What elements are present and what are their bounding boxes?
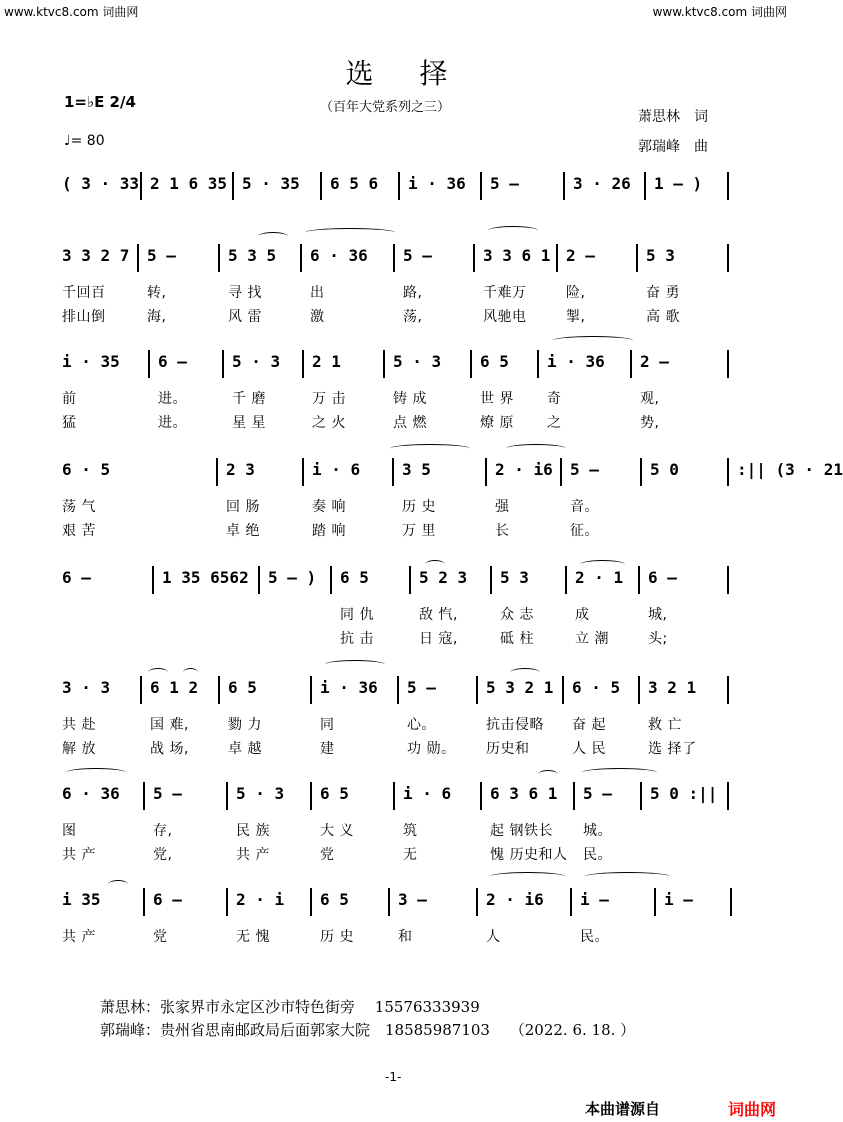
- lyric-segment: 建: [320, 741, 335, 757]
- watermark-right: www.ktvc8.com 词曲网: [652, 5, 787, 19]
- lyrics-verse-2: [0, 306, 793, 326]
- measure-notes: 5 —: [570, 460, 599, 479]
- barline: [393, 244, 395, 272]
- barline: [480, 782, 482, 810]
- lyric-segment: 成: [575, 607, 590, 623]
- measure-notes: 6 · 5: [572, 678, 621, 697]
- measure-notes: 6 5 6: [330, 174, 379, 193]
- measure-notes: 5 3 5: [228, 246, 277, 265]
- lyrics-verse-1: [0, 496, 793, 516]
- measure-notes: 6 · 36: [62, 784, 120, 803]
- lyric-segment: 万 里: [402, 523, 436, 539]
- measure-notes: 5 —: [153, 784, 182, 803]
- lyric-segment: 艰 苦: [62, 523, 96, 539]
- lyric-segment: 观,: [640, 391, 660, 407]
- lyric-segment: 踏 响: [312, 523, 346, 539]
- lyric-segment: 出: [310, 285, 325, 301]
- lyric-segment: 前: [62, 391, 77, 407]
- lyric-segment: 千回百: [62, 285, 106, 301]
- lyric-segment: 无 愧: [236, 929, 270, 945]
- lyric-segment: 燎 原: [480, 415, 514, 431]
- barline: [485, 458, 487, 486]
- footer-site-name: 词曲网: [728, 1100, 777, 1119]
- lyric-segment: 城。: [583, 823, 612, 839]
- barline: [727, 172, 729, 200]
- measure-notes: 6 5: [340, 568, 369, 587]
- slur-mark: [585, 872, 670, 881]
- lyric-segment: 奋 起: [572, 717, 606, 733]
- measure-notes: 5 · 35: [242, 174, 300, 193]
- slur-mark: [538, 770, 558, 779]
- barline: [388, 888, 390, 916]
- lyric-segment: 起 钢铁长: [490, 823, 553, 839]
- barline: [730, 888, 732, 916]
- measure-notes: 6 · 36: [310, 246, 368, 265]
- lyric-segment: 之: [547, 415, 562, 431]
- barline: [476, 676, 478, 704]
- lyric-segment: 世 界: [480, 391, 514, 407]
- slur-mark: [390, 444, 470, 453]
- lyric-segment: 救 亡: [648, 717, 682, 733]
- lyric-segment: 卓 越: [228, 741, 262, 757]
- barline: [222, 350, 224, 378]
- lyrics-verse-1: [0, 714, 793, 734]
- lyric-segment: 心。: [407, 717, 436, 733]
- lyric-segment: 共 产: [236, 847, 270, 863]
- contact-composer: 郭瑞峰：贵州省思南邮政局后面郭家大院 18585987103 （2022. 6. 18. ）: [100, 1021, 636, 1039]
- lyric-segment: 强: [495, 499, 510, 515]
- notation-line: [0, 782, 793, 808]
- notation-line: [0, 888, 793, 914]
- lyric-segment: 愧 历史和人: [490, 847, 568, 863]
- lyric-segment: 奋 勇: [646, 285, 680, 301]
- measure-notes: 5 —: [490, 174, 519, 193]
- barline: [727, 676, 729, 704]
- barline: [148, 350, 150, 378]
- barline: [573, 782, 575, 810]
- measure-notes: 2 —: [566, 246, 595, 265]
- measure-notes: 5 —: [583, 784, 612, 803]
- slur-mark: [580, 560, 625, 569]
- lyric-segment: 敌 忾,: [419, 607, 458, 623]
- barline: [218, 676, 220, 704]
- lyric-segment: 众 志: [500, 607, 534, 623]
- measure-notes: 6 —: [648, 568, 677, 587]
- barline: [480, 172, 482, 200]
- barline: [644, 172, 646, 200]
- lyric-segment: 抗 击: [340, 631, 374, 647]
- slur-mark: [490, 872, 565, 881]
- barline: [476, 888, 478, 916]
- lyric-segment: 党: [153, 929, 168, 945]
- measure-notes: 2 · i6: [486, 890, 544, 909]
- measure-notes: 5 3 2 1: [486, 678, 554, 697]
- measure-notes: 6 5: [480, 352, 509, 371]
- barline: [383, 350, 385, 378]
- lyric-segment: 险,: [566, 285, 586, 301]
- lyric-segment: 共 产: [62, 847, 96, 863]
- measure-notes: 6 5: [320, 890, 349, 909]
- barline: [218, 244, 220, 272]
- barline: [310, 888, 312, 916]
- lyric-segment: 音。: [570, 499, 599, 515]
- lyric-segment: 千难万: [483, 285, 527, 301]
- measure-notes: 2 1: [312, 352, 341, 371]
- measure-notes: 5 —: [407, 678, 436, 697]
- lyric-segment: 日 寇,: [419, 631, 458, 647]
- lyric-segment: 卓 绝: [226, 523, 260, 539]
- contact-lyricist: 萧思林：张家界市永定区沙市特色街旁 15576333939: [100, 998, 480, 1016]
- song-title: 选择: [345, 57, 494, 90]
- slur-mark: [66, 768, 126, 777]
- barline: [310, 782, 312, 810]
- barline: [137, 244, 139, 272]
- lyric-segment: 寻 找: [228, 285, 262, 301]
- barline: [556, 244, 558, 272]
- lyrics-verse-1: [0, 926, 793, 946]
- barline: [258, 566, 260, 594]
- lyric-segment: 存,: [153, 823, 173, 839]
- barline: [636, 244, 638, 272]
- measure-notes: ( 3 · 33: [62, 174, 140, 193]
- lyric-segment: 风 雷: [228, 309, 262, 325]
- measure-notes: 3 2 1: [648, 678, 697, 697]
- barline: [152, 566, 154, 594]
- notation-line: [0, 566, 793, 592]
- measure-notes: 5 · 3: [236, 784, 285, 803]
- lyric-segment: 激: [310, 309, 325, 325]
- lyrics-verse-1: [0, 388, 793, 408]
- measure-notes: 5 0: [650, 460, 679, 479]
- lyric-segment: 势,: [640, 415, 660, 431]
- slur-mark: [506, 444, 566, 453]
- measure-notes: 6 —: [62, 568, 91, 587]
- lyric-segment: 头;: [648, 631, 668, 647]
- measure-notes: i · 6: [312, 460, 361, 479]
- slur-mark: [183, 668, 198, 677]
- song-subtitle: （百年大党系列之三）: [320, 100, 451, 115]
- lyric-segment: 民 族: [236, 823, 270, 839]
- lyric-segment: 转,: [147, 285, 167, 301]
- lyric-segment: 奏 响: [312, 499, 346, 515]
- barline: [143, 782, 145, 810]
- lyric-segment: 荡 气: [62, 499, 96, 515]
- barline: [392, 458, 394, 486]
- measure-notes: 3 —: [398, 890, 427, 909]
- lyric-segment: 共 赴: [62, 717, 96, 733]
- lyric-segment: 国 难,: [150, 717, 189, 733]
- measure-notes: 2 —: [640, 352, 669, 371]
- lyric-segment: 选 择了: [648, 741, 697, 757]
- barline: [226, 782, 228, 810]
- lyric-segment: 猛: [62, 415, 77, 431]
- slur-mark: [582, 768, 657, 777]
- lyric-segment: 回 肠: [226, 499, 260, 515]
- measure-notes: 1 35 6562: [162, 568, 249, 587]
- measure-notes: i · 36: [320, 678, 378, 697]
- measure-notes: 6 3 6 1: [490, 784, 558, 803]
- measure-notes: 2 · 1: [575, 568, 624, 587]
- barline: [216, 458, 218, 486]
- lyric-segment: 进。: [158, 391, 187, 407]
- lyric-segment: 万 击: [312, 391, 346, 407]
- measure-notes: 6 5: [228, 678, 257, 697]
- lyric-segment: 征。: [570, 523, 599, 539]
- measure-notes: 2 · i: [236, 890, 285, 909]
- measure-notes: 6 —: [153, 890, 182, 909]
- measure-notes: 1 — ): [654, 174, 703, 193]
- lyrics-verse-2: [0, 628, 793, 648]
- measure-notes: 5 · 3: [393, 352, 442, 371]
- lyric-segment: 掣,: [566, 309, 586, 325]
- lyrics-verse-1: [0, 820, 793, 840]
- footer-source-label: 本曲谱源自: [585, 1100, 661, 1118]
- lyric-segment: 同: [320, 717, 335, 733]
- lyric-segment: 进。: [158, 415, 187, 431]
- lyric-segment: 同 仇: [340, 607, 374, 623]
- measure-notes: 3 3 2 7: [62, 246, 130, 265]
- slur-mark: [108, 880, 128, 889]
- measure-notes: 2 3: [226, 460, 255, 479]
- lyrics-verse-1: [0, 282, 793, 302]
- barline: [654, 888, 656, 916]
- barline: [398, 172, 400, 200]
- barline: [330, 566, 332, 594]
- barline: [565, 566, 567, 594]
- notation-line: [0, 458, 843, 484]
- lyric-segment: 抗击侵略: [486, 717, 544, 733]
- lyric-segment: 奇: [547, 391, 562, 407]
- barline: [640, 782, 642, 810]
- slur-mark: [325, 660, 385, 669]
- measure-notes: 6 —: [158, 352, 187, 371]
- lyric-segment: 党: [320, 847, 335, 863]
- slur-mark: [148, 668, 168, 677]
- barline: [562, 676, 564, 704]
- lyric-segment: 风驰电: [483, 309, 527, 325]
- barline: [638, 566, 640, 594]
- lyric-segment: 长: [495, 523, 510, 539]
- lyric-segment: 图: [62, 823, 77, 839]
- measure-notes: 3 · 3: [62, 678, 111, 697]
- slur-mark: [258, 232, 288, 241]
- barline: [470, 350, 472, 378]
- measure-notes: i · 6: [403, 784, 452, 803]
- lyrics-verse-2: [0, 520, 793, 540]
- lyric-segment: 千 磨: [232, 391, 266, 407]
- measure-notes: 2 · i6: [495, 460, 553, 479]
- measure-notes: i 35: [62, 890, 101, 909]
- lyrics-verse-2: [0, 412, 793, 432]
- barline: [302, 458, 304, 486]
- barline: [537, 350, 539, 378]
- measure-notes: 5 · 3: [232, 352, 281, 371]
- slur-mark: [510, 668, 540, 677]
- slur-mark: [553, 336, 633, 345]
- barline: [143, 888, 145, 916]
- barline: [140, 172, 142, 200]
- lyric-segment: 筑: [403, 823, 418, 839]
- lyric-segment: 人: [486, 929, 501, 945]
- barline: [300, 244, 302, 272]
- barline: [397, 676, 399, 704]
- notation-line: [0, 172, 793, 198]
- measure-notes: 2 1 6 35: [150, 174, 228, 193]
- lyric-segment: 城,: [648, 607, 668, 623]
- barline: [473, 244, 475, 272]
- lyric-segment: 历史和: [486, 741, 530, 757]
- lyric-segment: 点 燃: [393, 415, 427, 431]
- lyrics-verse-1: [0, 604, 793, 624]
- measure-notes: i —: [580, 890, 609, 909]
- lyric-segment: 功 勋。: [407, 741, 456, 757]
- lyric-segment: 共 产: [62, 929, 96, 945]
- measure-notes: 5 3: [500, 568, 529, 587]
- lyric-segment: 砥 柱: [500, 631, 534, 647]
- page-number: -1-: [385, 1070, 402, 1084]
- barline: [409, 566, 411, 594]
- lyrics-verse-2: [0, 950, 793, 970]
- measure-notes: i · 36: [547, 352, 605, 371]
- measure-notes: 5 2 3: [419, 568, 468, 587]
- barline: [310, 676, 312, 704]
- barline: [727, 782, 729, 810]
- lyric-segment: 高 歌: [646, 309, 680, 325]
- lyric-segment: 勠 力: [228, 717, 262, 733]
- barline: [727, 458, 729, 486]
- composer-credit: 郭瑞峰 曲: [638, 139, 708, 155]
- barline: [727, 350, 729, 378]
- barline: [226, 888, 228, 916]
- lyric-segment: 民。: [580, 929, 609, 945]
- measure-notes: 5 —: [403, 246, 432, 265]
- measure-notes: :|| (3 · 21: [737, 460, 843, 479]
- measure-notes: 5 0 :||: [650, 784, 718, 803]
- measure-notes: i · 35: [62, 352, 120, 371]
- barline: [320, 172, 322, 200]
- lyric-segment: 历 史: [320, 929, 354, 945]
- lyric-segment: 党,: [153, 847, 173, 863]
- key-signature: 1=♭E 2/4: [64, 93, 136, 111]
- lyric-segment: 人 民: [572, 741, 606, 757]
- lyric-segment: 之 火: [312, 415, 346, 431]
- barline: [232, 172, 234, 200]
- barline: [302, 350, 304, 378]
- lyric-segment: 无: [403, 847, 418, 863]
- lyric-segment: 民。: [583, 847, 612, 863]
- slur-mark: [305, 228, 395, 237]
- notation-line: [0, 244, 793, 270]
- lyric-segment: 铸 成: [393, 391, 427, 407]
- barline: [393, 782, 395, 810]
- notation-line: [0, 350, 793, 376]
- measure-notes: 6 1 2: [150, 678, 199, 697]
- lyric-segment: 立 潮: [575, 631, 609, 647]
- lyric-segment: 大 义: [320, 823, 354, 839]
- lyric-segment: 和: [398, 929, 413, 945]
- barline: [490, 566, 492, 594]
- measure-notes: i —: [664, 890, 693, 909]
- notation-line: [0, 676, 793, 702]
- lyric-segment: 路,: [403, 285, 423, 301]
- lyric-segment: 荡,: [403, 309, 423, 325]
- barline: [727, 244, 729, 272]
- watermark-left: www.ktvc8.com 词曲网: [4, 5, 139, 19]
- lyrics-verse-2: [0, 844, 793, 864]
- lyrics-verse-2: [0, 738, 793, 758]
- lyric-segment: 历 史: [402, 499, 436, 515]
- slur-mark: [425, 560, 445, 569]
- measure-notes: 5 3: [646, 246, 675, 265]
- measure-notes: 5 — ): [268, 568, 317, 587]
- barline: [638, 676, 640, 704]
- measure-notes: 5 —: [147, 246, 176, 265]
- lyric-segment: 海,: [147, 309, 167, 325]
- measure-notes: 6 5: [320, 784, 349, 803]
- lyric-segment: 战 场,: [150, 741, 189, 757]
- measure-notes: i · 36: [408, 174, 466, 193]
- barline: [563, 172, 565, 200]
- measure-notes: 6 · 5: [62, 460, 111, 479]
- barline: [140, 676, 142, 704]
- lyric-segment: 排山倒: [62, 309, 106, 325]
- barline: [570, 888, 572, 916]
- lyricist-credit: 萧思林 词: [638, 109, 708, 125]
- slur-mark: [488, 226, 538, 235]
- measure-notes: 3 · 26: [573, 174, 631, 193]
- tempo-marking: ♩= 80: [64, 133, 105, 149]
- measure-notes: 3 5: [402, 460, 431, 479]
- lyric-segment: 星 星: [232, 415, 266, 431]
- barline: [640, 458, 642, 486]
- barline: [630, 350, 632, 378]
- barline: [727, 566, 729, 594]
- measure-notes: 3 3 6 1: [483, 246, 551, 265]
- barline: [560, 458, 562, 486]
- lyric-segment: 解 放: [62, 741, 96, 757]
